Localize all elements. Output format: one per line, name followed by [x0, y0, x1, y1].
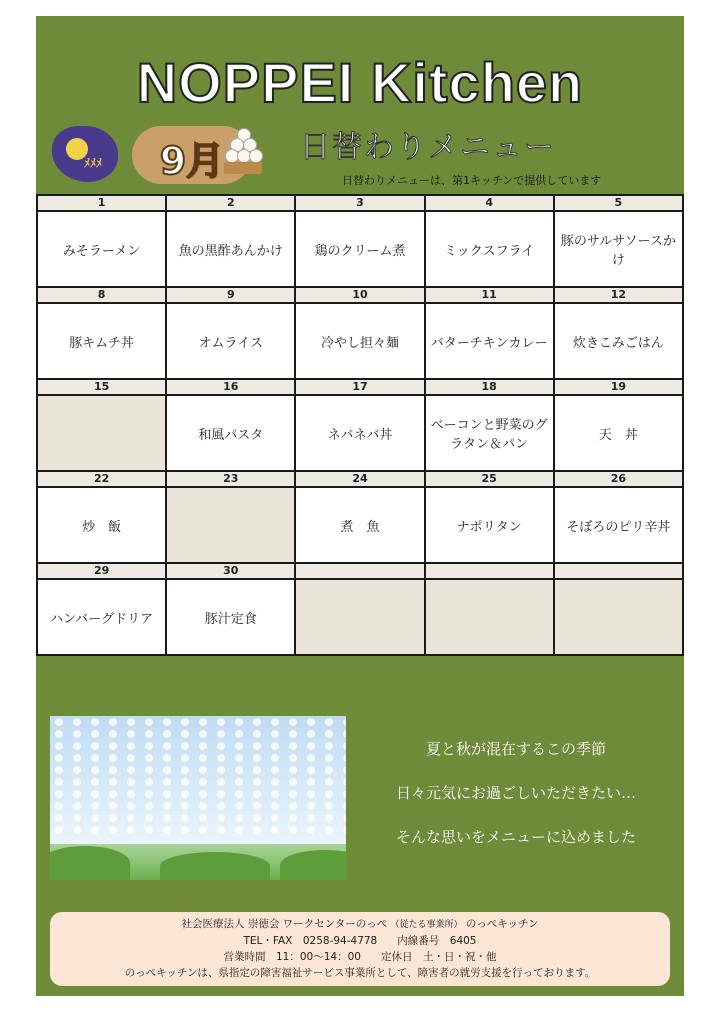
date-cell: 4	[425, 195, 554, 211]
organization-note: （従たる事業所）	[390, 920, 463, 930]
menu-cell: 豚汁定食	[166, 579, 295, 655]
date-cell: 5	[554, 195, 683, 211]
empty-menu-cell	[37, 395, 166, 471]
menu-cell: ナポリタン	[425, 487, 554, 563]
page-title: NOPPEI Kitchen	[136, 51, 584, 114]
kitchen-note: 日替わりメニューは、第1キッチンで提供しています	[342, 174, 602, 187]
date-row	[37, 195, 683, 211]
menu-cell: 冷やし担々麺	[295, 303, 424, 379]
date-cell: 22	[37, 471, 166, 487]
phone-number: TEL・FAX 0258-94-4778	[243, 935, 378, 947]
date-cell: 16	[166, 379, 295, 395]
date-cell: 24	[295, 471, 424, 487]
menu-cell: 炒 飯	[37, 487, 166, 563]
date-cell: 18	[425, 379, 554, 395]
menu-cell: 煮 魚	[295, 487, 424, 563]
menu-cell: そぼろのピリ辛丼	[554, 487, 683, 563]
dango-icon	[222, 126, 264, 178]
empty-menu-cell	[166, 487, 295, 563]
menu-cell: バターチキンカレー	[425, 303, 554, 379]
month-label: 9月	[159, 139, 225, 183]
date-cell: 26	[554, 471, 683, 487]
date-cell: 29	[37, 563, 166, 579]
extension-number: 内線番号 6405	[397, 935, 477, 947]
date-cell: 8	[37, 287, 166, 303]
empty-menu-cell	[554, 579, 683, 655]
business-hours: 営業時間 11：00～14：00	[223, 951, 361, 963]
date-cell: 25	[425, 471, 554, 487]
date-row	[37, 287, 683, 303]
empty-menu-cell	[295, 579, 424, 655]
menu-cell: 豚キムチ丼	[37, 303, 166, 379]
menu-cell: みそラーメン	[37, 211, 166, 287]
date-row	[37, 379, 683, 395]
organization-name: 社会医療法人 崇徳会 ワークセンターのっぺ	[181, 918, 388, 930]
menu-subtitle: 日替わりメニュー	[300, 130, 556, 165]
date-cell: 9	[166, 287, 295, 303]
date-cell: 11	[425, 287, 554, 303]
kitchen-name: のっぺキッチン	[465, 918, 539, 930]
menu-cell: 魚の黒酢あんかけ	[166, 211, 295, 287]
support-statement: のっぺキッチンは、県指定の障害福祉サービス事業所として、障害者の就労支援を行っております。	[124, 967, 596, 979]
date-cell: 1	[37, 195, 166, 211]
date-cell: 12	[554, 287, 683, 303]
message-line: 夏と秋が混在するこの季節	[425, 740, 606, 758]
menu-cell: 炊きこみごはん	[554, 303, 683, 379]
sky-illustration	[50, 716, 346, 880]
message-line: 日々元気にお過ごしいただきたい…	[395, 784, 636, 802]
date-cell	[554, 563, 683, 579]
date-cell: 23	[166, 471, 295, 487]
date-cell	[295, 563, 424, 579]
menu-cell: ミックスフライ	[425, 211, 554, 287]
menu-row	[37, 579, 683, 655]
menu-cell: ハンバーグドリア	[37, 579, 166, 655]
date-cell: 19	[554, 379, 683, 395]
empty-menu-cell	[425, 579, 554, 655]
menu-cell: 和風パスタ	[166, 395, 295, 471]
moon-viewing-icon: ﾒﾒﾒ	[52, 126, 118, 182]
date-cell: 30	[166, 563, 295, 579]
date-cell: 3	[295, 195, 424, 211]
menu-cell: ベーコンと野菜のグラタン＆パン	[425, 395, 554, 471]
date-row	[37, 471, 683, 487]
menu-cell: 鶏のクリーム煮	[295, 211, 424, 287]
menu-row	[37, 487, 683, 563]
menu-cell: オムライス	[166, 303, 295, 379]
date-row	[37, 563, 683, 579]
menu-row	[37, 211, 683, 287]
message-line: そんな思いをメニューに込めました	[395, 828, 636, 846]
menu-cell: 天 丼	[554, 395, 683, 471]
date-cell: 17	[295, 379, 424, 395]
closed-days: 定休日 土・日・祝・他	[380, 951, 497, 963]
menu-calendar	[36, 194, 684, 656]
menu-row	[37, 395, 683, 471]
menu-cell: 豚のサルサソースかけ	[554, 211, 683, 287]
date-cell: 15	[37, 379, 166, 395]
menu-row	[37, 303, 683, 379]
date-cell: 2	[166, 195, 295, 211]
poster	[36, 16, 684, 996]
footer-info	[50, 912, 670, 986]
date-cell	[425, 563, 554, 579]
menu-cell: ネバネバ丼	[295, 395, 424, 471]
date-cell: 10	[295, 287, 424, 303]
